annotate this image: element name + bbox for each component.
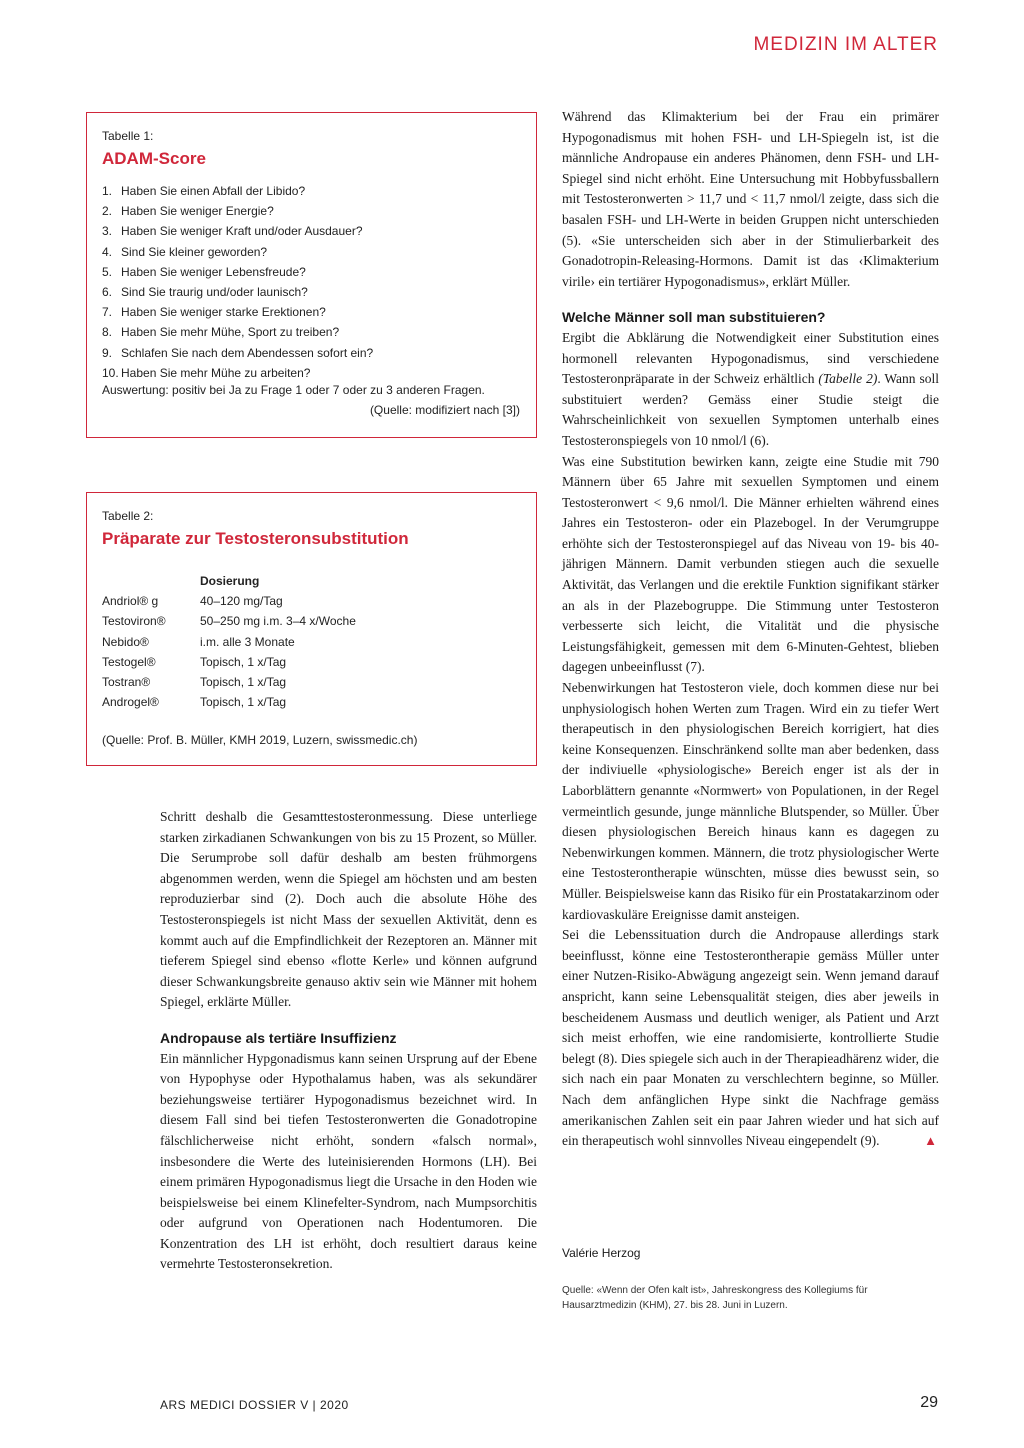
table1-label: Tabelle 1: <box>102 129 154 143</box>
question-item: 1. Haben Sie einen Abfall der Libido? <box>102 184 306 198</box>
body-paragraph: Sei die Lebenssituation durch die Andropause allerdings stark beeinflusst, könne eine Testosterontherapie gemäss Müller unter einer Nutzen-Risiko-Abwägung angezeigt sein. Wenn jemand darauf anspricht, kann seine Lebensqualität steigen, dies aber jeweils in bescheidenem Ausmass und deutlich weniger, als Patient und Arzt sich meist erhoffen, wie eine randomisierte, kontrollierte Studie belegt (8). Dies spiegele sich auch in der Therapieadhärenz wider, die sich nach ein paar Monaten zu verschlechtern beginne, so Müller. Nach dem anfänglichen Hype sinkt die Nachfrage gemäss amerikanischen Zahlen seit ein paar Jahren wieder und hat sich auf ein therapeutisch wohl sinnvolles Niveau eingependelt (9). ▲ <box>562 925 939 1152</box>
body-paragraph: Ein männlicher Hypgonadismus kann seinen Ursprung auf der Ebene von Hypophyse oder Hypothalamus haben, was als sekundärer beziehungsweise tertiärer Hypogonadismus bezeichnet wird. In diesem Fall sind bei tiefen Testosteronwerten die Gonadotropine fälschlicherweise nicht erhöht, sondern «falsch normal», insbesondere die Werte des luteinisierenden Hormons (LH). Bei einem primären Hypogonadismus liegt die Ursache in den Hoden wie beispielsweise bei einem Klinefelter-Syndrom, nach Mumpsorchitis oder aufgrund von Operationen nach Hodentumoren. Die Konzentration des LH ist erhöht, doch resultiert daraus keine vermehrte Testosteronsekretion. <box>160 1050 537 1272</box>
section-header: MEDIZIN IM ALTER <box>753 34 938 55</box>
table2-title: Präparate zur Testosteronsubstitution <box>102 529 409 548</box>
author-name: Valérie Herzog <box>562 1246 641 1260</box>
drug-name: Testogel® <box>102 654 156 669</box>
drug-name: Andriol® g <box>102 594 159 609</box>
table2-box <box>86 492 537 766</box>
drug-name: Androgel® <box>102 695 159 710</box>
table1-evaluation: Auswertung: positiv bei Ja zu Frage 1 oder 7 oder zu 3 anderen Fragen. <box>102 383 485 397</box>
right-text-column <box>562 107 939 1152</box>
question-item: 4. Sind Sie kleiner geworden? <box>102 244 268 259</box>
body-paragraph: Was eine Substitution bewirken kann, zeigte eine Studie mit 790 Männern über 65 Jahre mit sexuellen Symptomen und einem Testosteronwert < 9,6 nmol/l. Die Männer erhielten während eines Jahres ein Testosteron- oder ein Plazebogel. In der Verumgruppe erhöhte sich der Testosteronspiegel auf das Niveau von 19- bis 40-jährigen Männern. Damit verbunden stiegen auch die sexuelle Aktivität, das Verlangen und die erektile Funktion signifikant stärker an als in der Plazebogruppe. Die Stimmung unter Testosteron verbesserte sich leicht, die Vitalität und die physische Leistungsfähigkeit, gemessen mit dem 6-Minuten-Gehtest, blieben dagegen unbeeinflusst (7). <box>562 453 939 675</box>
drug-dose: Topisch, 1 x/Tag <box>200 675 287 690</box>
table1-source: (Quelle: modifiziert nach [3]) <box>369 403 520 417</box>
body-paragraph: Schritt deshalb die Gesamttestosteronmessung. Diese unterliege starken zirkadianen Schwankungen von bis zu 15 Prozent, so Müller. Die Serumprobe soll dafür deshalb am besten frühmorgens abgenommen werden, wenn die Spiegel am höchsten und am besten reproduzierbar sind (2). Doch auch die absolute Höhe des Testosteronspiegels ist nicht Mass der sexuellen Aktivität, denn es kommt auch auf die Empfindlichkeit der Rezeptoren an. Männer mit tieferem Spiegel sind ebenso «flotte Kerle» und können aufgrund dieser Schwankungsbreite genauso aktiv sein wie Männer mit hohem Spiegel, erklärte Müller. <box>160 809 537 1010</box>
table-row <box>102 672 356 692</box>
source-note: Quelle: «Wenn der Ofen kalt ist», Jahreskongress des Kollegiums für Hausarztmedizin (KHM), 27. bis 28. Juni in Luzern. <box>562 1285 868 1311</box>
drug-dose: Topisch, 1 x/Tag <box>200 695 287 710</box>
table-row <box>102 591 356 611</box>
drug-name: Nebido® <box>102 634 149 649</box>
table1-title: ADAM-Score <box>102 149 206 168</box>
table1-box <box>86 112 537 438</box>
body-paragraph: Nebenwirkungen hat Testosteron viele, doch kommen diese nur bei unphysiologisch hohen Werten zum Tragen. Wird ein zu tiefer Wert therapeutisch in den physiologischen Bereich korrigiert, hat dies keine Konsequenzen. Einschränkend sollte man aber bedenken, dass der indiviuelle «physiologische» Bereich enger ist als der in Laborblättern genannte «Normwert» von Populationen, in der Regel vermeintlich gesunde, junge männliche Blutspender, so Müller. Über diesen physiologischen Bereich hinaus kann es dagegen zu Nebenwirkungen kommen. Männern, die trotz physiologischer Werte eine Testosterontherapie wünschten, müsse dies bewusst sein, so Müller. Beispielsweise kann das Risiko für ein Prostatakarzinom oder kardiovaskuläre Ereignisse damit ansteigen. <box>562 680 939 922</box>
table-row <box>102 611 356 631</box>
question-item: 7. Haben Sie weniger starke Erektionen? <box>102 305 326 320</box>
body-paragraph: Ergibt die Abklärung die Notwendigkeit einer Substitution eines hormonell relevanten Hypogonadismus, sind verschiedene Testosteronpräparate in der Schweiz erhältlich (Tabelle 2). Wann soll substituiert werden? Gemäss einer Studie steigt die Wahrscheinlichkeit von sexuellen Symptomen unterhalb eines Testosteronspiegels von 10 nmol/l (6). <box>562 329 939 448</box>
drug-table <box>102 571 356 712</box>
table2-source: (Quelle: Prof. B. Müller, KMH 2019, Luzern, swissmedic.ch) <box>102 733 418 747</box>
question-item: 3. Haben Sie weniger Kraft und/oder Ausdauer? <box>102 224 363 239</box>
question-item: 6. Sind Sie traurig und/oder launisch? <box>102 285 308 300</box>
question-item: 8. Haben Sie mehr Mühe, Sport zu treiben? <box>102 325 340 340</box>
table2-label: Tabelle 2: <box>102 509 154 523</box>
table-header-row <box>102 571 356 591</box>
drug-name: Testoviron® <box>102 614 166 629</box>
drug-dose: 40–120 mg/Tag <box>200 594 283 609</box>
drug-dose: Topisch, 1 x/Tag <box>200 654 287 669</box>
question-item: 10. Haben Sie mehr Mühe zu arbeiten? <box>102 365 311 380</box>
section-subheading: Welche Männer soll man substituieren? <box>562 309 826 326</box>
question-item: 2. Haben Sie weniger Energie? <box>102 204 274 219</box>
dosage-column-header: Dosierung <box>200 574 260 589</box>
journal-footer: ARS MEDICI DOSSIER V | 2020 <box>160 1398 349 1412</box>
drug-dose: i.m. alle 3 Monate <box>200 634 295 649</box>
drug-name: Tostran® <box>102 675 151 690</box>
question-item: 9. Schlafen Sie nach dem Abendessen sofort ein? <box>102 345 374 360</box>
table-row <box>102 692 356 712</box>
question-item: 5. Haben Sie weniger Lebensfreude? <box>102 264 306 279</box>
table-row <box>102 652 356 672</box>
table-reference: (Tabelle 2) <box>818 371 878 387</box>
page-number: 29 <box>920 1394 938 1411</box>
end-triangle-icon: ▲ <box>924 1133 937 1149</box>
adam-question-list <box>102 181 373 383</box>
section-subheading: Andropause als tertiäre Insuffizienz <box>160 1029 397 1046</box>
table-row <box>102 632 356 652</box>
left-text-column <box>160 807 537 1275</box>
drug-dose: 50–250 mg i.m. 3–4 x/Woche <box>200 614 356 629</box>
body-paragraph: Während das Klimakterium bei der Frau ein primärer Hypogonadismus mit hohen FSH- und LH-Spiegeln ist, ist die männliche Andropause ein anderes Phänomen, denn FSH- und LH-Spiegel sind nicht erhöht. Eine Untersuchung mit Hobbyfussballern mit Testosteronwerten > 11,7 und < 11,7 nmol/l zeigte, dass sich die basalen FSH- und LH-Werte in beiden Gruppen nicht unterschieden (5). «Sie unterscheiden sich aber in der Stimulierbarkeit des Gonadotropin-Releasing-Hormons. Damit ist das ‹Klimakterium virile› ein tertiärer Hypogonadismus», erklärt Müller. <box>562 109 939 289</box>
